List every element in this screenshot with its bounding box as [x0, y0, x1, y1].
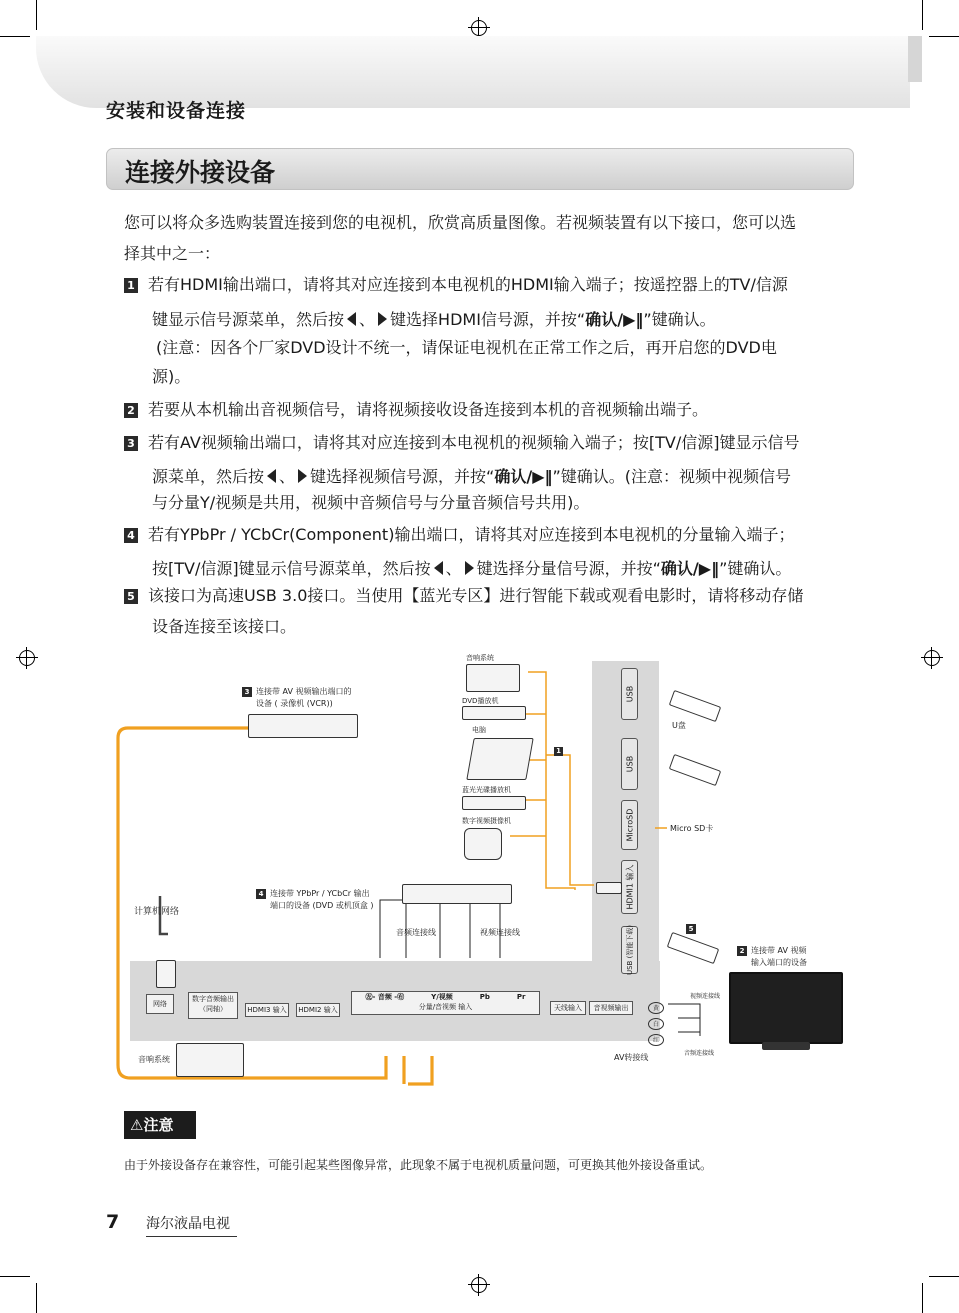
- item-5-line-2: 设备连接至该接口。: [152, 617, 297, 636]
- hdmi-label: 1: [554, 746, 563, 756]
- jack-white: 白: [648, 1018, 664, 1030]
- av-out-label-2: 输入端口的设备: [751, 958, 807, 967]
- component-label: [256, 888, 370, 899]
- laptop-icon: [466, 738, 533, 780]
- vcr-label: [242, 686, 352, 697]
- item-1-line-1: [124, 270, 788, 300]
- label-text: 连接带 AV 视频输出端口的: [256, 687, 352, 696]
- crop-mark: [36, 1283, 37, 1313]
- camcorder-label: 数字视频摄像机: [462, 817, 511, 825]
- dvd-settop-icon: [402, 884, 512, 904]
- right-arrow-icon: [465, 561, 474, 575]
- item-number: 1: [124, 278, 138, 293]
- av-out-port[interactable]: 音视频输出: [589, 1001, 633, 1015]
- av-out-label: [737, 945, 807, 956]
- bluray-player-icon: [462, 796, 526, 810]
- separator: 、: [445, 559, 462, 578]
- item-number: 3: [124, 436, 138, 451]
- item-text: 该接口为高速USB 3.0接口。当使用【蓝光专区】进行智能下载或观看电影时，请将移动存储: [148, 586, 804, 605]
- port-label: Y/视频: [431, 993, 453, 1001]
- title-bar: [106, 148, 854, 190]
- bluray-label: 蓝光光碟播放机: [462, 786, 511, 794]
- jack-yellow: 黄: [648, 1002, 664, 1014]
- footer-underline: [146, 1236, 237, 1237]
- section-label: 安装和设备连接: [106, 100, 247, 122]
- audio-system-cable-2: [408, 1056, 432, 1084]
- network-plug-icon: [156, 960, 176, 988]
- monitor-stand: [762, 1042, 810, 1050]
- item-text: 键选择HDMI信号源，并按“: [390, 310, 586, 329]
- label-text: 连接带 YPbPr / YCbCr 输出: [270, 889, 370, 898]
- usb-port-1[interactable]: USB: [621, 668, 638, 720]
- separator: 、: [359, 310, 376, 329]
- item-text: ”键确认。: [719, 559, 792, 578]
- crop-mark: [0, 1276, 30, 1277]
- notice-text: 由于外接设备存在兼容性，可能引起某些图像异常，此现象不属于电视机质量问题，可更换其他外接设备重试。: [124, 1158, 713, 1172]
- port-label: （同轴）: [199, 1005, 227, 1013]
- camcorder-icon: [464, 828, 502, 860]
- item-text: 若有AV视频输出端口，请将其对应连接到本电视机的视频输入端子；按[TV/信源]键显示信号: [148, 433, 800, 452]
- registration-mark-icon: [471, 20, 487, 36]
- audio-cable-label: 音频连接线: [396, 928, 436, 937]
- item-text: 键选择视频信号源，并按“: [310, 467, 495, 486]
- play-pause-icon: ▶‖: [532, 467, 553, 486]
- item-2-line-1: [124, 395, 708, 425]
- right-arrow-icon: [378, 312, 387, 326]
- vcr-label-2: 设备 ( 录像机 (VCR)): [256, 699, 333, 708]
- port-label: 数字音频输出: [192, 995, 234, 1003]
- item-4-line-1: [124, 520, 794, 550]
- left-arrow-icon: [347, 312, 356, 326]
- item-text: 若有YPbPr / YCbCr(Component)输出端口，请将其对应连接到本电视机的分量输入端子；: [148, 525, 795, 544]
- item-4-line-2: [152, 554, 791, 584]
- page-title: 连接外接设备: [125, 158, 276, 187]
- label-number: 2: [737, 946, 747, 956]
- pc-label: 电脑: [472, 726, 486, 734]
- item-number: 4: [124, 528, 138, 543]
- footer-brand: 海尔液晶电视: [146, 1216, 230, 1232]
- left-arrow-icon: [434, 561, 443, 575]
- notice-badge: [124, 1111, 196, 1139]
- item-number: 2: [124, 403, 138, 418]
- usb3-number: 5: [686, 924, 696, 934]
- hdmi1-port[interactable]: HDMI1 输入: [621, 860, 638, 914]
- intro-line-1: 您可以将众多选购装置连接到您的电视机，欣赏高质量图像。若视频装置有以下接口，您可以选: [124, 213, 797, 232]
- item-3-line-1: [124, 428, 799, 458]
- label-number: 3: [242, 687, 252, 697]
- header-tab: [908, 36, 922, 82]
- crop-mark: [929, 36, 959, 37]
- intro-line-2: 择其中之一：: [124, 244, 221, 263]
- udisk-label: U盘: [672, 721, 686, 730]
- item-text: 按[TV/信源]键显示信号源菜单，然后按: [152, 559, 431, 578]
- page-number: 7: [106, 1211, 120, 1233]
- crop-mark: [36, 0, 37, 30]
- monitor-icon: [729, 972, 843, 1044]
- separator: 、: [279, 467, 296, 486]
- item-text: ”键确认。: [643, 310, 716, 329]
- hdmi3-port[interactable]: HDMI3 输入: [245, 1003, 289, 1017]
- network-label: 计算机网络: [134, 907, 180, 917]
- crop-mark: [922, 0, 923, 30]
- dvd-player-icon: [462, 706, 526, 720]
- hdmi-plug-icon: [596, 882, 622, 894]
- small-audio-cable-label: 音频连接线: [684, 1050, 715, 1057]
- label-number: 4: [256, 889, 266, 899]
- usb-port-2[interactable]: USB: [621, 738, 638, 790]
- item-text: 键显示信号源菜单，然后按: [152, 310, 345, 329]
- antenna-port[interactable]: 天线输入: [550, 1001, 586, 1015]
- dvd-label: DVD播放机: [462, 697, 499, 705]
- item-number: 5: [124, 589, 138, 604]
- network-port[interactable]: 网络: [146, 994, 174, 1014]
- port-label: Pb: [479, 993, 490, 1001]
- notice-title: 注意: [143, 1116, 174, 1134]
- key-label: 确认/: [494, 467, 533, 486]
- audio-system-bottom-label: 音响系统: [138, 1055, 170, 1064]
- item-3-line-3: 与分量Y/视频是共用，视频中音频信号与分量音频信号共用)。: [152, 493, 590, 512]
- audio-system-top-label: 音响系统: [466, 654, 494, 662]
- key-label: 确认/: [660, 559, 699, 578]
- crop-mark: [922, 1283, 923, 1313]
- item-text: 若有HDMI输出端口，请将其对应连接到本电视机的HDMI输入端子；按遥控器上的TV/信源: [148, 275, 788, 294]
- microsd-label: Micro SD卡: [670, 824, 714, 833]
- video-cable-label: 视频连接线: [480, 928, 520, 937]
- crop-mark: [929, 1276, 959, 1277]
- usb3-port[interactable]: USB (智能下载): [621, 926, 638, 974]
- left-arrow-icon: [267, 469, 276, 483]
- vcr-icon: [248, 714, 358, 738]
- hdmi2-port[interactable]: HDMI2 输入: [296, 1003, 340, 1017]
- small-video-cable-label: 视频连接线: [690, 993, 721, 1000]
- hdmi-group-line: [528, 672, 575, 890]
- play-pause-icon: ▶‖: [623, 310, 644, 329]
- item-text: ”键确认。(注意：视频中视频信号: [552, 467, 792, 486]
- port-label: Pr: [516, 993, 526, 1001]
- item-text: 若要从本机输出音视频信号，请将视频接收设备连接到本机的音视频输出端子。: [148, 400, 709, 419]
- crop-mark: [0, 36, 30, 37]
- item-text: 键选择分量信号源，并按“: [476, 559, 661, 578]
- av-adapter-label: AV转接线: [614, 1053, 649, 1062]
- item-1-line-3: (注意：因各个厂家DVD设计不统一，请保证电视机在正常工作之后，再开启您的DVD电: [156, 338, 777, 357]
- audio-system-top-icon: [466, 664, 520, 692]
- jack-red: 红: [648, 1034, 664, 1046]
- component-label-2: 端口的设备 (DVD 或机顶盒 ): [270, 901, 374, 910]
- label-text: 连接带 AV 视频: [751, 946, 807, 955]
- item-1-line-2: [152, 305, 716, 335]
- port-label: ㊧- 音频 -㊨: [365, 993, 405, 1001]
- microsd-slot[interactable]: MicroSD: [621, 800, 638, 850]
- right-arrow-icon: [298, 469, 307, 483]
- warning-icon: ⚠: [130, 1116, 144, 1134]
- key-label: 确认/: [585, 310, 624, 329]
- registration-mark-icon: [471, 1277, 487, 1293]
- play-pause-icon: ▶‖: [698, 559, 720, 578]
- item-text: 源菜单，然后按: [152, 467, 265, 486]
- item-5-line-1: [124, 581, 803, 611]
- audio-system-bottom-icon: [176, 1043, 244, 1077]
- port-label: 分量/音视频 输入: [418, 1003, 473, 1011]
- item-1-line-4: 源)。: [152, 367, 191, 386]
